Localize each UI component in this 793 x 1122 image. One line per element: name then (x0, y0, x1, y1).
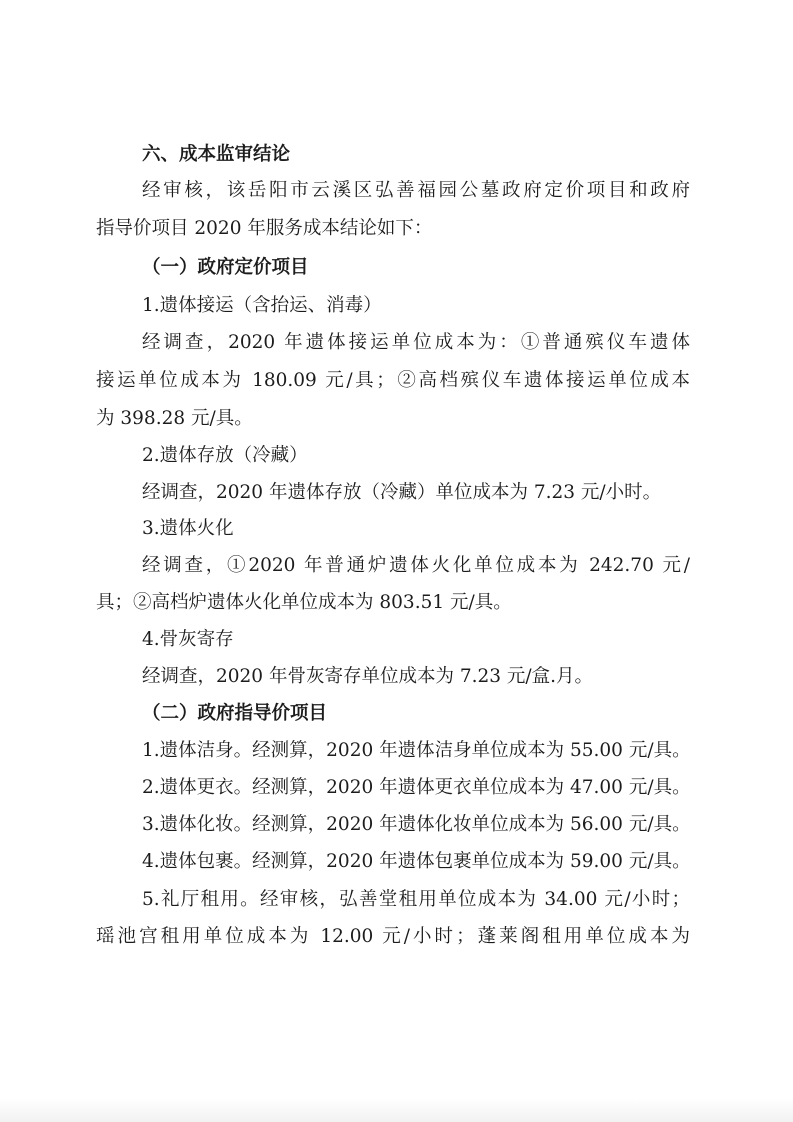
guide-item-1: 1.遗体洁身。经测算，2020 年遗体洁身单位成本为 55.00 元/具。 (142, 740, 691, 761)
intro-line-1: 经审核，该岳阳市云溪区弘善福园公墓政府定价项目和政府 (142, 180, 690, 201)
item1-text-line-1: 经调查，2020 年遗体接运单位成本为：①普通殡仪车遗体 (142, 332, 690, 353)
item5-text-line-2: 瑶池宫租用单位成本为 12.00 元/小时；蓬莱阁租用单位成本为 (96, 926, 690, 947)
item3-text-line-2: 具；②高档炉遗体火化单位成本为 803.51 元/具。 (96, 592, 512, 613)
item3-title: 3.遗体火化 (142, 518, 234, 539)
part2-heading: （二）政府指导价项目 (142, 703, 328, 724)
item4-title: 4.骨灰寄存 (142, 629, 234, 650)
item4-text: 经调查，2020 年骨灰寄存单位成本为 7.23 元/盒.月。 (142, 666, 594, 687)
item1-title: 1.遗体接运（含抬运、消毒） (142, 295, 382, 316)
item2-text: 经调查，2020 年遗体存放（冷藏）单位成本为 7.23 元/小时。 (142, 482, 662, 503)
item2-title: 2.遗体存放（冷藏） (142, 445, 308, 466)
guide-item-2: 2.遗体更衣。经测算，2020 年遗体更衣单位成本为 47.00 元/具。 (142, 777, 691, 798)
item3-text-line-1: 经调查，①2020 年普通炉遗体火化单位成本为 242.70 元/ (142, 555, 690, 576)
part1-heading: （一）政府定价项目 (142, 257, 309, 278)
section-heading: 六、成本监审结论 (142, 144, 291, 165)
intro-line-2: 指导价项目 2020 年服务成本结论如下： (96, 218, 433, 239)
item5-text-line-1: 5.礼厅租用。经审核，弘善堂租用单位成本为 34.00 元/小时； (142, 889, 690, 910)
scan-bottom-edge (0, 1098, 793, 1122)
guide-item-4: 4.遗体包裹。经测算，2020 年遗体包裹单位成本为 59.00 元/具。 (142, 851, 691, 872)
item1-text-line-2: 接运单位成本为 180.09 元/具；②高档殡仪车遗体接运单位成本 (96, 370, 690, 391)
item1-text-line-3: 为 398.28 元/具。 (96, 408, 253, 429)
guide-item-3: 3.遗体化妆。经测算，2020 年遗体化妆单位成本为 56.00 元/具。 (142, 814, 691, 835)
